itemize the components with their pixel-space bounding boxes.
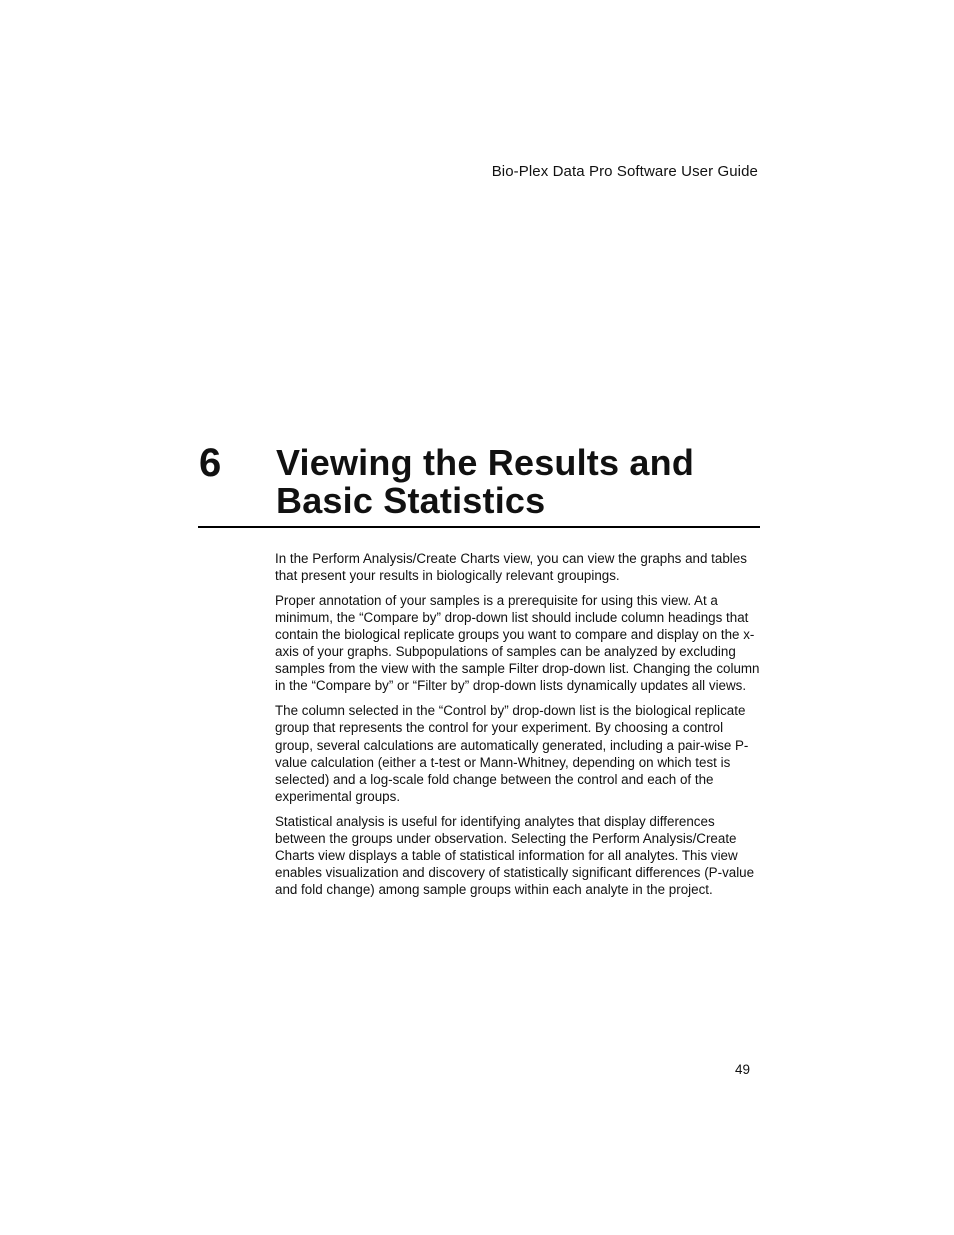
body-paragraph-control: The column selected in the “Control by” drop-down list is the biological replicate group that represents the control for your experiment. By choosing a control group, several calculations are automatically generated, including a pair-wise P-value calculation (either a t-test or Mann-Whitney, depending on which test is selected) and a log-scale fold change between the control and each of the experimental groups. xyxy=(275,703,749,804)
chapter-title-line-2: Basic Statistics xyxy=(276,480,546,521)
body-paragraph-statistics: Statistical analysis is useful for identifying analytes that display differences between the groups under observation. Selecting the Perform Analysis/Create Charts view displays a table of statistical information for all analytes. This view enables visualization and discovery of statistically significant differences (P-value and fold change) among sample groups within each analyte in the project. xyxy=(275,813,755,898)
body-paragraph-annotation: Proper annotation of your samples is a prerequisite for using this view. At a minimum, the “Compare by” drop-down list should include column headings that contain the biological replicate groups you want to compare and display on the x-axis of your graphs. Subpopulations of samples can be analyzed by excluding samples from the view with the sample Filter drop-down list. Changing the column in the “Compare by” or “Filter by” drop-down lists dynamically updates all views. xyxy=(275,592,760,694)
chapter-title-line-1: Viewing the Results and xyxy=(276,442,695,483)
chapter-title xyxy=(276,444,766,520)
chapter-title-rule xyxy=(198,526,760,528)
page-number: 49 xyxy=(735,1062,751,1077)
chapter-body xyxy=(275,550,761,906)
running-header: Bio-Plex Data Pro Software User Guide xyxy=(491,163,758,180)
chapter-number: 6 xyxy=(199,441,222,485)
body-paragraph-intro: In the Perform Analysis/Create Charts view, you can view the graphs and tables that present your results in biologically relevant groupings. xyxy=(275,551,747,584)
